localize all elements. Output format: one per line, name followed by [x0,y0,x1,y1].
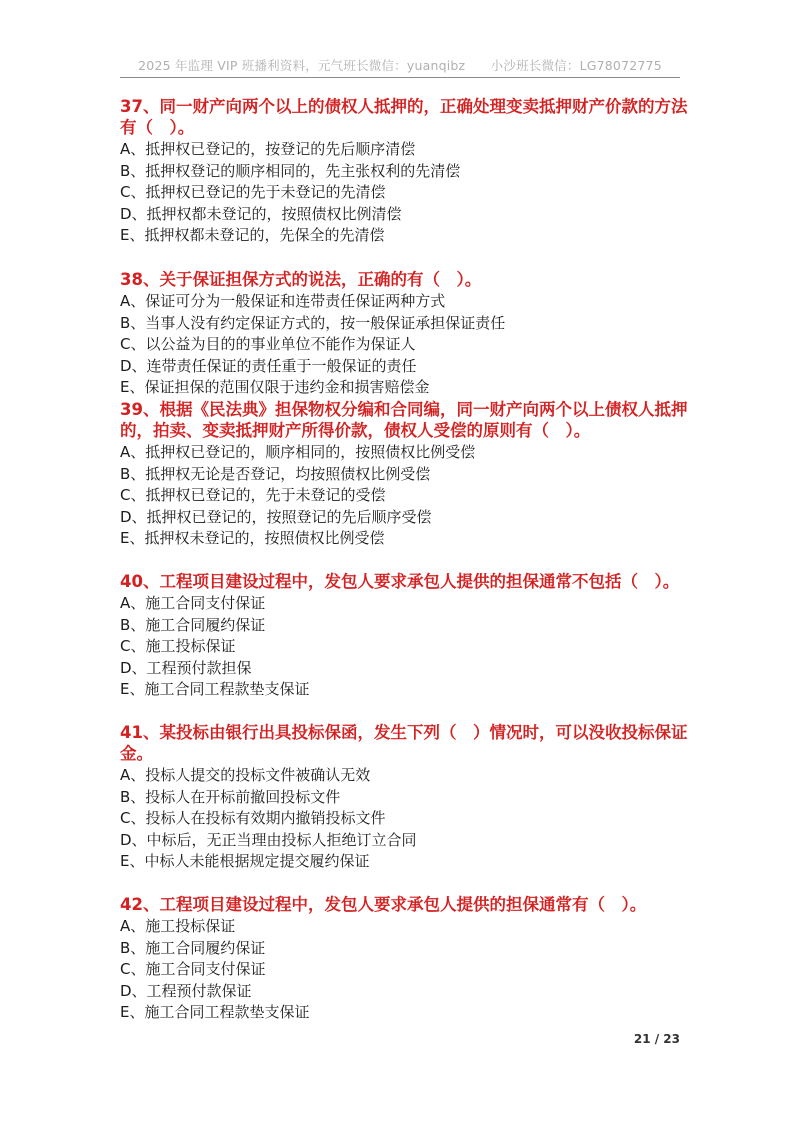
option-b: B、抵押权无论是否登记，均按照债权比例受偿 [120,464,431,483]
option-e: E、抵押权都未登记的，先保全的先清偿 [120,226,385,245]
option-a: A、施工投标保证 [120,917,236,935]
option-e: E、施工合同工程款垫支保证 [120,680,310,699]
option-d: D、抵押权都未登记的，按照债权比例清偿 [120,204,402,223]
option-c: C、抵押权已登记的，先于未登记的受偿 [120,486,386,505]
question-37 [120,96,690,247]
option-d: D、连带责任保证的责任重于一般保证的责任 [120,356,417,375]
option-e: E、抵押权未登记的，按照债权比例受偿 [120,529,385,548]
option-c: C、施工投标保证 [120,637,236,656]
option-b: B、施工合同履约保证 [120,938,266,957]
option-a: A、保证可分为一般保证和连带责任保证两种方式 [120,292,446,310]
question-42 [120,894,690,1024]
question-40 [120,571,690,701]
option-d: D、抵押权已登记的，按照登记的先后顺序受偿 [120,507,432,526]
option-b: B、当事人没有约定保证方式的，按一般保证承担保证责任 [120,313,506,332]
option-a: A、抵押权已登记的，顺序相同的，按照债权比例受偿 [120,443,476,461]
option-e: E、保证担保的范围仅限于违约金和损害赔偿金 [120,378,430,397]
option-a: A、抵押权已登记的，按登记的先后顺序清偿 [120,140,416,158]
question-39 [120,399,690,550]
question-title: 39、根据《民法典》担保物权分编和合同编，同一财产向两个以上债权人抵押的，拍卖、变卖抵押财产所得价款，债权人受偿的原则有（ ）。 [120,400,688,440]
option-e: E、中标人未能根据规定提交履约保证 [120,852,370,871]
question-title: 40、工程项目建设过程中，发包人要求承包人提供的担保通常不包括（ ）。 [120,572,680,591]
option-d: D、工程预付款担保 [120,658,252,677]
question-title: 41、某投标由银行出具投标保函，发生下列（ ）情况时，可以没收投标保证金。 [120,723,688,763]
question-title: 42、工程项目建设过程中，发包人要求承包人提供的担保通常有（ ）。 [120,895,647,914]
option-a: A、施工合同支付保证 [120,594,266,612]
option-d: D、中标后，无正当理由投标人拒绝订立合同 [120,830,417,849]
option-c: C、施工合同支付保证 [120,960,266,979]
page-number: 21 / 23 [633,1032,680,1046]
question-38 [120,269,690,399]
option-c: C、投标人在投标有效期内撤销投标文件 [120,809,386,828]
option-d: D、工程预付款保证 [120,981,252,1000]
option-b: B、抵押权登记的顺序相同的，先主张权利的先清偿 [120,161,461,180]
option-b: B、投标人在开标前撤回投标文件 [120,787,341,806]
question-title: 38、关于保证担保方式的说法，正确的有（ ）。 [120,270,482,289]
option-b: B、施工合同履约保证 [120,615,266,634]
question-41 [120,722,690,873]
option-a: A、投标人提交的投标文件被确认无效 [120,766,371,784]
question-title: 37、同一财产向两个以上的债权人抵押的，正确处理变卖抵押财产价款的方法有（ ）。 [120,97,688,137]
option-c: C、以公益为目的的事业单位不能作为保证人 [120,335,416,354]
header-divider [120,77,680,78]
page-header: 2025 年监理 VIP 班播利资料，元气班长微信：yuanqibz 小沙班长微信：LG78072775 [138,58,662,73]
option-e: E、施工合同工程款垫支保证 [120,1003,310,1022]
option-c: C、抵押权已登记的先于未登记的先清偿 [120,183,386,202]
